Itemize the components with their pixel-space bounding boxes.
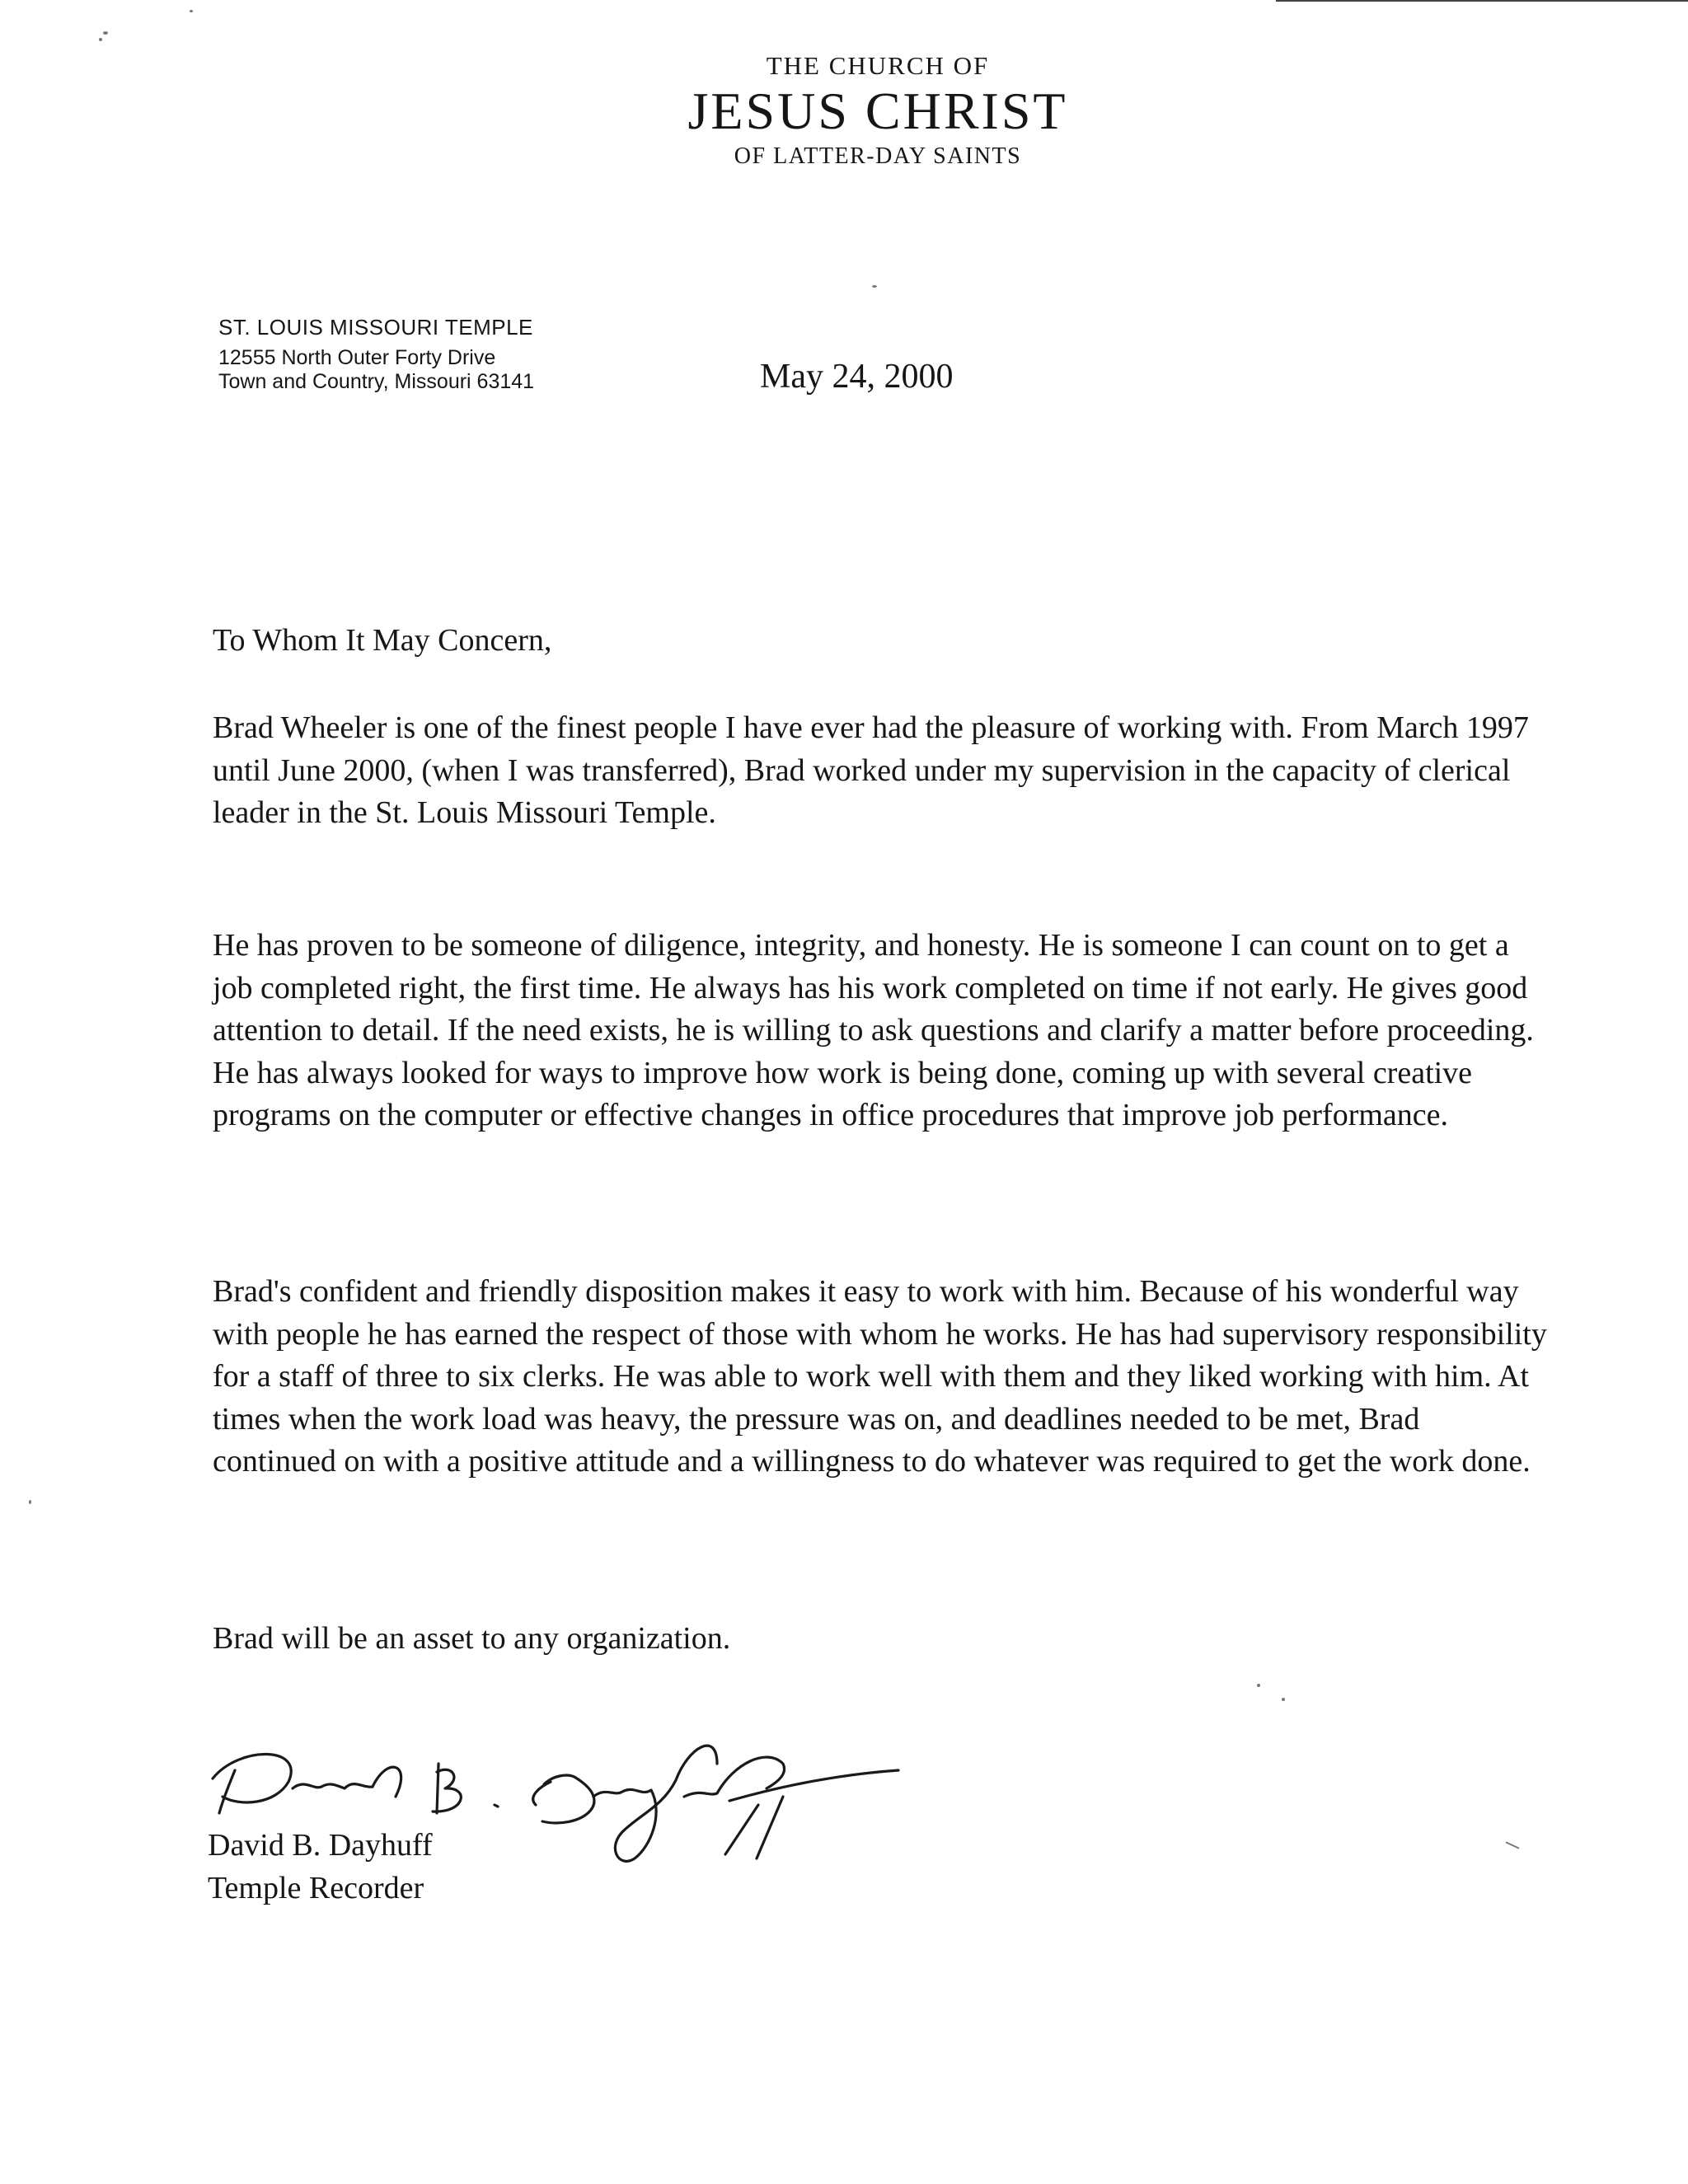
signer-title: Temple Recorder <box>208 1871 424 1905</box>
signer-name: David B. Dayhuff <box>208 1828 433 1863</box>
body-paragraph-4: Brad will be an asset to any organization. <box>213 1621 731 1656</box>
letterhead <box>577 49 1179 173</box>
body-paragraph-2: He has proven to be someone of diligence, integrity, and honesty. He is someone I can count on to get a job completed right, the first time. He always has his work completed on time if not early. He gives good attention to detail. If the need exists, he is willing to ask questions and clarify a matter before proceeding. He has always looked for ways to improve how work is being done, coming up with several creative programs on the computer or effective changes in office procedures that improve job performance. <box>213 928 1534 1132</box>
scan-speck <box>103 31 108 35</box>
sender-city: Town and Country, Missouri 63141 <box>218 370 535 393</box>
sender-name: ST. LOUIS MISSOURI TEMPLE <box>218 315 533 340</box>
letterhead-line-2: JESUS CHRIST <box>687 82 1068 140</box>
scan-speck <box>1505 1841 1519 1849</box>
letterhead-line-3: OF LATTER-DAY SAINTS <box>734 143 1022 169</box>
sender-address <box>218 316 534 394</box>
scan-speck <box>872 285 877 288</box>
letter-date: May 24, 2000 <box>760 358 954 396</box>
scan-speck <box>1282 1698 1285 1701</box>
scan-speck <box>99 38 102 41</box>
letterhead-line-1: THE CHURCH OF <box>766 51 990 80</box>
scan-edge-line <box>1276 0 1688 2</box>
sender-street: 12555 North Outer Forty Drive <box>218 346 496 369</box>
body-paragraph-1: Brad Wheeler is one of the finest people I have ever had the pleasure of working with. From March 1997 until June 2000, (when I was transferred), Brad worked under my supervision in the capacity of clerical leader in the St. Louis Missouri Temple. <box>213 710 1529 830</box>
scan-speck <box>190 10 193 12</box>
scan-speck <box>1257 1684 1260 1687</box>
scan-speck <box>29 1500 31 1504</box>
signature-block <box>208 1824 433 1910</box>
salutation: To Whom It May Concern, <box>213 623 552 658</box>
body-paragraph-3: Brad's confident and friendly disposition makes it easy to work with him. Because of his wonderful way with people he has earned the respect of those with whom he works. He has had supervisory responsibility for a staff of three to six clerks. He was able to work well with them and they liked working with him. At times when the work load was heavy, the pressure was on, and deadlines needed to be met, Brad continued on with a positive attitude and a willingness to do whatever was required to get the work done. <box>213 1274 1547 1479</box>
